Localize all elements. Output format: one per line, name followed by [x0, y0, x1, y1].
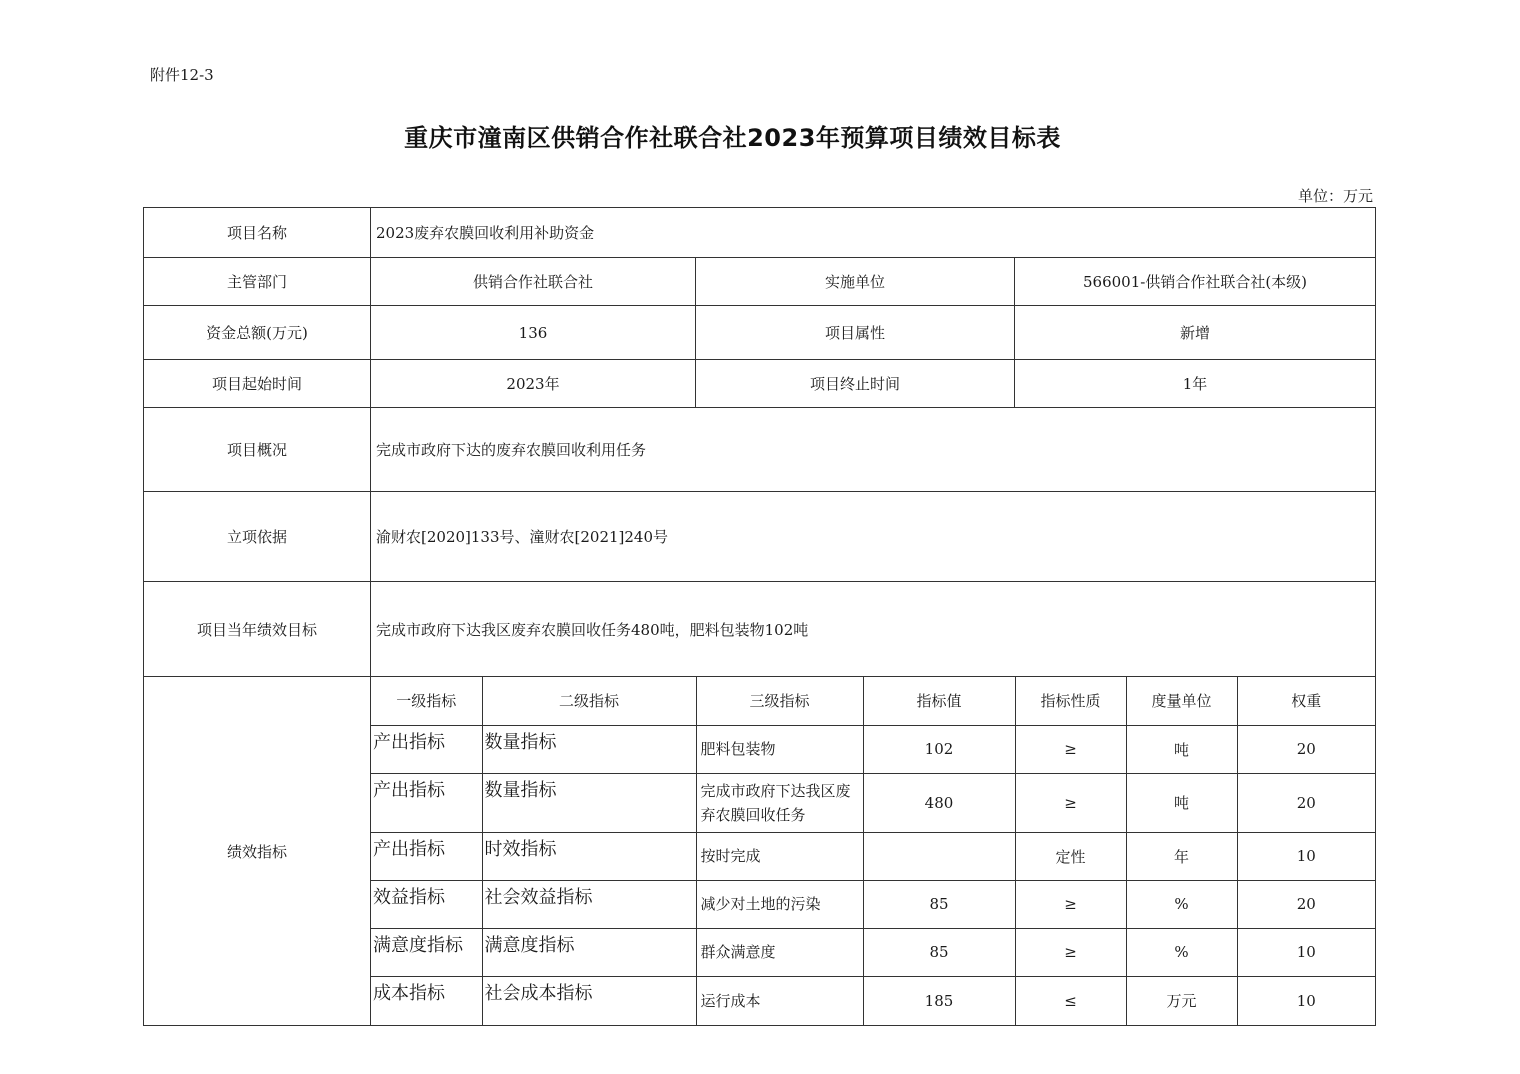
value-implementing-unit: 566001-供销合作社联合社(本级)	[1015, 258, 1376, 306]
value-project-attribute: 新增	[1015, 306, 1376, 360]
indicator-level1: 产出指标	[371, 773, 482, 832]
indicator-weight: 20	[1237, 725, 1375, 773]
row-indicators	[144, 677, 1376, 1026]
indicator-level1: 产出指标	[371, 832, 482, 880]
label-department: 主管部门	[144, 258, 371, 306]
indicator-row	[371, 928, 1375, 976]
indicator-unit: 吨	[1126, 725, 1237, 773]
indicator-level1: 产出指标	[371, 725, 482, 773]
indicator-weight: 10	[1237, 976, 1375, 1025]
header-unit: 度量单位	[1126, 677, 1237, 725]
label-project-name: 项目名称	[144, 208, 371, 258]
label-implementing-unit: 实施单位	[696, 258, 1015, 306]
indicator-unit: %	[1126, 880, 1237, 928]
row-overview	[144, 408, 1376, 492]
header-nature: 指标性质	[1015, 677, 1126, 725]
indicator-header-row	[371, 677, 1375, 725]
page-title: 重庆市潼南区供销合作社联合社2023年预算项目绩效目标表	[404, 124, 1061, 152]
indicator-row	[371, 880, 1375, 928]
indicator-value: 85	[863, 928, 1015, 976]
label-basis: 立项依据	[144, 492, 371, 582]
indicator-cell	[371, 677, 1376, 1026]
value-annual-goal: 完成市政府下达我区废弃农膜回收任务480吨，肥料包装物102吨	[371, 582, 1376, 677]
label-indicators: 绩效指标	[144, 677, 371, 1026]
indicator-level2: 数量指标	[482, 773, 696, 832]
label-total-funding: 资金总额(万元)	[144, 306, 371, 360]
indicator-nature: 定性	[1015, 832, 1126, 880]
indicator-level3: 运行成本	[696, 976, 863, 1025]
row-basis	[144, 492, 1376, 582]
header-level3: 三级指标	[696, 677, 863, 725]
indicator-nature: ≥	[1015, 928, 1126, 976]
row-annual-goal	[144, 582, 1376, 677]
indicator-weight: 10	[1237, 928, 1375, 976]
unit-label: 单位：万元	[1297, 187, 1373, 205]
indicator-level2: 时效指标	[482, 832, 696, 880]
indicator-level1: 满意度指标	[371, 928, 482, 976]
header-level2: 二级指标	[482, 677, 696, 725]
indicator-level2: 社会效益指标	[482, 880, 696, 928]
indicator-level3: 按时完成	[696, 832, 863, 880]
label-start-time: 项目起始时间	[144, 360, 371, 408]
label-project-attribute: 项目属性	[696, 306, 1015, 360]
indicator-unit: 年	[1126, 832, 1237, 880]
indicator-level3: 减少对土地的污染	[696, 880, 863, 928]
value-basis: 渝财农[2020]133号、潼财农[2021]240号	[371, 492, 1376, 582]
label-end-time: 项目终止时间	[696, 360, 1015, 408]
indicator-value: 102	[863, 725, 1015, 773]
indicator-level3: 完成市政府下达我区废弃农膜回收任务	[696, 773, 863, 832]
value-end-time: 1年	[1015, 360, 1376, 408]
indicator-level2: 数量指标	[482, 725, 696, 773]
indicator-weight: 10	[1237, 832, 1375, 880]
indicator-value	[863, 832, 1015, 880]
indicator-row	[371, 773, 1375, 832]
indicator-row	[371, 976, 1375, 1025]
indicator-table	[371, 677, 1375, 1025]
value-project-name: 2023废弃农膜回收利用补助资金	[371, 208, 1376, 258]
indicator-level1: 成本指标	[371, 976, 482, 1025]
indicator-unit: %	[1126, 928, 1237, 976]
indicator-level3: 肥料包装物	[696, 725, 863, 773]
indicator-value: 185	[863, 976, 1015, 1025]
indicator-level3: 群众满意度	[696, 928, 863, 976]
header-level1: 一级指标	[371, 677, 482, 725]
indicator-unit: 吨	[1126, 773, 1237, 832]
indicator-weight: 20	[1237, 880, 1375, 928]
indicator-level2: 满意度指标	[482, 928, 696, 976]
attachment-label: 附件12-3	[150, 66, 214, 84]
performance-form-table	[143, 207, 1376, 1026]
value-overview: 完成市政府下达的废弃农膜回收利用任务	[371, 408, 1376, 492]
value-start-time: 2023年	[371, 360, 696, 408]
indicator-nature: ≥	[1015, 725, 1126, 773]
indicator-value: 85	[863, 880, 1015, 928]
label-annual-goal: 项目当年绩效目标	[144, 582, 371, 677]
indicator-row	[371, 832, 1375, 880]
label-overview: 项目概况	[144, 408, 371, 492]
row-period	[144, 360, 1376, 408]
indicator-value: 480	[863, 773, 1015, 832]
indicator-nature: ≥	[1015, 773, 1126, 832]
indicator-unit: 万元	[1126, 976, 1237, 1025]
indicator-row	[371, 725, 1375, 773]
indicator-nature: ≥	[1015, 880, 1126, 928]
indicator-nature: ≤	[1015, 976, 1126, 1025]
value-total-funding: 136	[371, 306, 696, 360]
row-funding	[144, 306, 1376, 360]
row-department	[144, 258, 1376, 306]
indicator-level1: 效益指标	[371, 880, 482, 928]
value-department: 供销合作社联合社	[371, 258, 696, 306]
header-weight: 权重	[1237, 677, 1375, 725]
indicator-weight: 20	[1237, 773, 1375, 832]
row-project-name	[144, 208, 1376, 258]
header-value: 指标值	[863, 677, 1015, 725]
indicator-level2: 社会成本指标	[482, 976, 696, 1025]
